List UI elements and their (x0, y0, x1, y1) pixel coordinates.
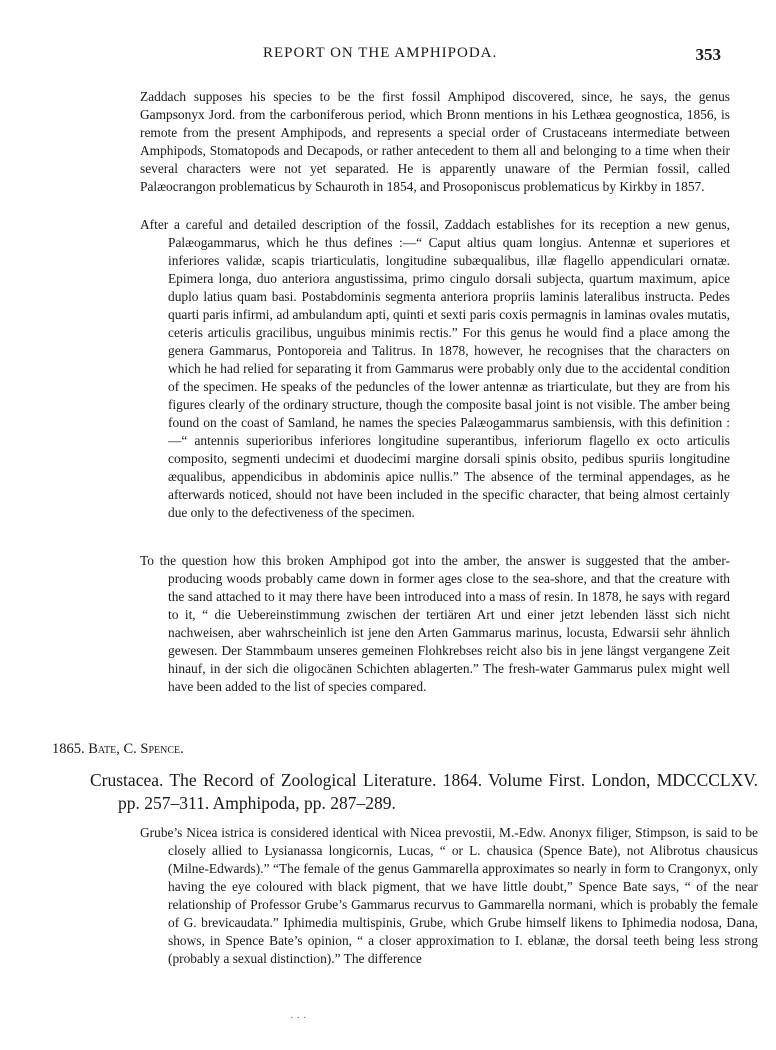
entry-year: 1865. (52, 741, 85, 757)
paragraph-zaddach-supposes: Zaddach supposes his species to be the first fossil Amphipod discovered, since, he says, the genus Gampsonyx Jord. from the carboniferous period, which Bronn mentions in his Lethæa geognostica, 1856, is remote from the present Amphipods, and represents a special order of Crustaceans intermediate between Amphipods, Stomatopods and Decapods, or rather antecedent to them all and belonging to a time when their several characters were not yet separated. He is apparently unaware of the Permian fossil, called Palæocrangon problematicus by Schauroth in 1854, and Prosoponiscus problematicus by Kirkby in 1857. (140, 89, 730, 194)
paragraph-amber-question: To the question how this broken Amphipod got into the amber, the answer is suggested that the amber-producing woods probably came down in former ages close to the sea-shore, and that the creature with the sand attached to it may there have been introduced into a mass of resin. In 1878, he says with regard to it, “ die Uebereinstimmung zwischen der tertiären Art und einer jetzt lebenden lässt sich nicht nachweisen, aber wahrscheinlich ist jene den Arten Gammarus marinus, locusta, Edwarsii sehr ähnlich gewesen. Der Stammbaum unseres gemeinen Flohkrebses reicht also bis in jene längst vergangene Zeit hinauf, in der sich die oligocänen Schichten ablagerten.” The fresh-water Gammarus pulex might well have been added to the list of species compared. (140, 553, 730, 694)
palaeogammarus-paragraph-block (140, 216, 730, 522)
zaddach-paragraph-block (140, 88, 730, 196)
bibliography-entry-heading (52, 741, 184, 758)
entry-author: Bate, C. Spence. (88, 741, 184, 757)
bibliography-note: Grube’s Nicea istrica is considered identical with Nicea prevostii, M.-Edw. Anonyx filiger, Stimpson, is said to be closely allied to Lysianassa longicornis, Lucas, “ or L. chausica (Spence Bate), not Alibrotus chausicus (Milne-Edwards).” “The female of the genus Gammarella approximates so nearly in form to Crangonyx, only having the eye coloured with black pigment, that we have little doubt,” Spence Bate says, “ of the near relationship of Professor Grube’s Gammarus recurvus to Gammarella normani, which is probably the female of G. brevicaudata.” Iphimedia multispinis, Grube, which Grube himself likens to Iphimedia nodosa, Dana, shows, in Spence Bate’s opinion, “ a closer approximation to I. eblanæ, the dorsal teeth being less strong (probably a sexual distinction).” The difference (140, 825, 758, 966)
paragraph-careful-description: After a careful and detailed description of the fossil, Zaddach establishes for its reception a new genus, Palæogammarus, which he thus defines :—“ Caput altius quam longius. Antennæ et superiores et inferiores validæ, scapis triarticulatis, longitudine subæqualibus, illæ flagello appendiculari ornatæ. Epimera longa, duo anteriora angustissima, primo cingulo dorsali subjecta, quartum maximum, apice duplo latius quam basi. Postabdominis segmenta anteriora propriis laminis lateralibus instructa. Pedes quarti paris infirmi, ad ambulandum apti, quinti et sexti paris coxis permagnis in laminas ovales mutatis, ceteris articulis gracilibus, unguibus minimis rectis.” For this genus he would find a place among the genera Gammarus, Pontoporeia and Talitrus. In 1878, however, he recognises that the characters on which he had relied for separating it from Gammarus were probably only due to the accidental condition of the specimen. He speaks of the peduncles of the lower antennæ as triarticulate, but they are from his figures clearly of the ordinary structure, though the composite basal joint is not visible. The amber being found on the coast of Samland, he names the species Palæogammarus sambiensis, with this definition :—“ antennis superioribus inferiores longitudine superantibus, inferiorum flagello ex octo articulis composito, segmenti undecimi et duodecimi margine dorsali spinis obsito, pedibus spuriis longitudine æqualibus, appendicibus in abdominis apice nullis.” The absence of the terminal appendages, as he afterwards noticed, should not have been included in the specific character, that being almost certainly due only to the defectiveness of the specimen. (140, 217, 730, 520)
printer-mark: · · · (290, 1012, 307, 1024)
page-header (0, 45, 776, 69)
bibliography-reference: Crustacea. The Record of Zoological Literature. 1864. Volume First. London, MDCCCLXV. pp. 257–311. Amphipoda, pp. 287–289. (90, 770, 758, 813)
amber-paragraph-block (140, 552, 730, 696)
running-title: REPORT ON THE AMPHIPODA. (263, 45, 498, 61)
page-number: 353 (695, 45, 721, 64)
